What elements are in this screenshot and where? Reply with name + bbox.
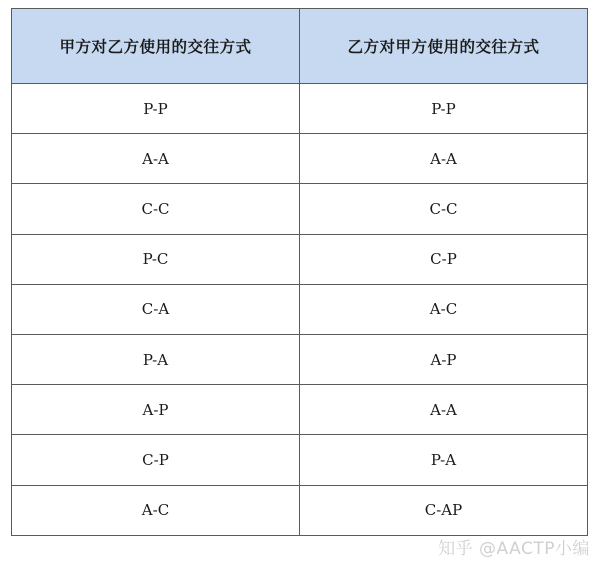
cell-party-b: A-C [300, 284, 588, 334]
comparison-table-container [11, 8, 587, 536]
table-row [12, 184, 588, 234]
cell-party-a: P-A [12, 334, 300, 384]
table-row [12, 334, 588, 384]
table-header-row [12, 9, 588, 84]
cell-party-a: A-P [12, 385, 300, 435]
cell-party-b: C-P [300, 234, 588, 284]
table-row [12, 234, 588, 284]
cell-party-b: C-C [300, 184, 588, 234]
table-row [12, 435, 588, 485]
cell-party-a: A-C [12, 485, 300, 535]
cell-party-b: A-A [300, 134, 588, 184]
cell-party-b: P-P [300, 84, 588, 134]
column-header-party-b: 乙方对甲方使用的交往方式 [300, 9, 588, 84]
cell-party-b: C-AP [300, 485, 588, 535]
cell-party-a: P-P [12, 84, 300, 134]
table-row [12, 84, 588, 134]
table-row [12, 134, 588, 184]
interaction-mode-table [11, 8, 588, 536]
cell-party-b: A-P [300, 334, 588, 384]
cell-party-a: C-A [12, 284, 300, 334]
table-row [12, 485, 588, 535]
cell-party-a: P-C [12, 234, 300, 284]
cell-party-a: C-P [12, 435, 300, 485]
cell-party-a: C-C [12, 184, 300, 234]
table-row [12, 385, 588, 435]
watermark-text: 知乎 @AACTP小编 [438, 539, 590, 559]
table-row [12, 284, 588, 334]
column-header-party-a: 甲方对乙方使用的交往方式 [12, 9, 300, 84]
cell-party-b: P-A [300, 435, 588, 485]
cell-party-b: A-A [300, 385, 588, 435]
cell-party-a: A-A [12, 134, 300, 184]
